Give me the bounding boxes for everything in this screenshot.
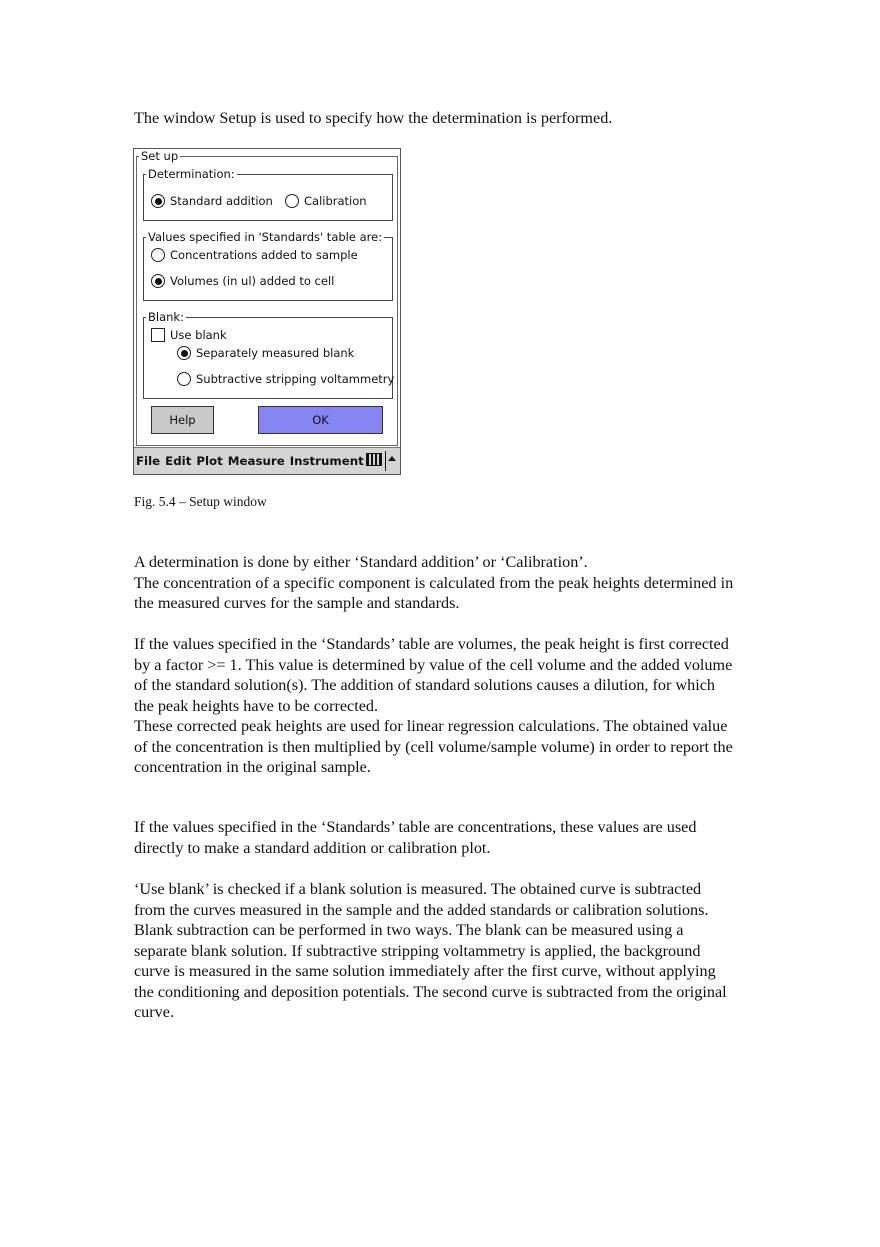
separately-measured-radio[interactable] [177, 346, 191, 360]
standard-addition-radio[interactable] [151, 194, 165, 208]
standard-addition-label: Standard addition [170, 194, 273, 208]
keyboard-icon[interactable] [366, 453, 382, 466]
menu-measure[interactable]: Measure [227, 454, 285, 468]
concentrations-label: Concentrations added to sample [170, 248, 358, 262]
menu-file[interactable]: File [136, 454, 161, 468]
separately-measured-label: Separately measured blank [196, 346, 355, 360]
use-blank-label: Use blank [170, 328, 227, 342]
setup-window [133, 148, 401, 475]
determination-group [143, 167, 393, 221]
menu-instrument[interactable]: Instrument [289, 454, 364, 468]
help-button[interactable]: Help [151, 406, 214, 434]
subtractive-stripping-option[interactable] [177, 372, 394, 386]
paragraph-determination: A determination is done by either ‘Standard addition’ or ‘Calibration’. The concentration of a specific component is calculated from the peak heights determined in the measured curves for the sample and standards. [134, 553, 734, 612]
setup-title: Set up [141, 149, 179, 163]
volumes-option[interactable] [151, 274, 334, 288]
concentrations-radio[interactable] [151, 248, 165, 262]
ok-button[interactable]: OK [258, 406, 383, 434]
paragraph-volumes: If the values specified in the ‘Standards’ table are volumes, the peak height is first corrected by a factor >= 1. This value is determined by value of the cell volume and the added volume of the standard solution(s). The addition of standard solutions causes a dilution, for which the peak heights have to be corrected. These corrected peak heights are used for linear regression calculations. The obtained value of the concentration is then multiplied by (cell volume/sample volume) in order to report the concentration in the original sample. [134, 635, 733, 776]
calibration-label: Calibration [304, 194, 367, 208]
use-blank-option[interactable] [151, 328, 227, 342]
values-legend: Values specified in 'Standards' table are: [148, 230, 383, 244]
volumes-radio[interactable] [151, 274, 165, 288]
separately-measured-option[interactable] [177, 346, 354, 360]
subtractive-stripping-radio[interactable] [177, 372, 191, 386]
values-group [143, 230, 393, 301]
menu-edit[interactable]: Edit [165, 454, 192, 468]
paragraph-blank: ‘Use blank’ is checked if a blank solution is measured. The obtained curve is subtracted from the curves measured in the sample and the added standards or calibration solutions. Blank subtraction can be performed in two ways. The blank can be measured using a separate blank solution. If subtractive stripping voltammetry is applied, the background curve is measured in the same solution immediately after the first curve, without applying the conditioning and deposition potentials. The second curve is subtracted from the original curve. [134, 880, 727, 1021]
blank-group [143, 310, 395, 399]
calibration-radio[interactable] [285, 194, 299, 208]
menu-plot[interactable]: Plot [196, 454, 223, 468]
use-blank-checkbox[interactable] [151, 328, 165, 342]
determination-legend: Determination: [148, 167, 235, 181]
calibration-option[interactable] [285, 194, 367, 208]
paragraph-concentrations: If the values specified in the ‘Standards’ table are concentrations, these values are used directly to make a standard addition or calibration plot. [134, 818, 697, 857]
menu-bar [134, 447, 400, 474]
up-arrow-icon[interactable] [388, 456, 396, 461]
concentrations-option[interactable] [151, 248, 358, 262]
menu-separator [385, 451, 386, 471]
standard-addition-option[interactable] [151, 194, 273, 208]
volumes-label: Volumes (in ul) added to cell [170, 274, 335, 288]
intro-text: The window Setup is used to specify how the determination is performed. [134, 109, 613, 127]
blank-legend: Blank: [148, 310, 184, 324]
figure-caption: Fig. 5.4 – Setup window [134, 494, 267, 509]
subtractive-stripping-label: Subtractive stripping voltammetry [196, 372, 395, 386]
